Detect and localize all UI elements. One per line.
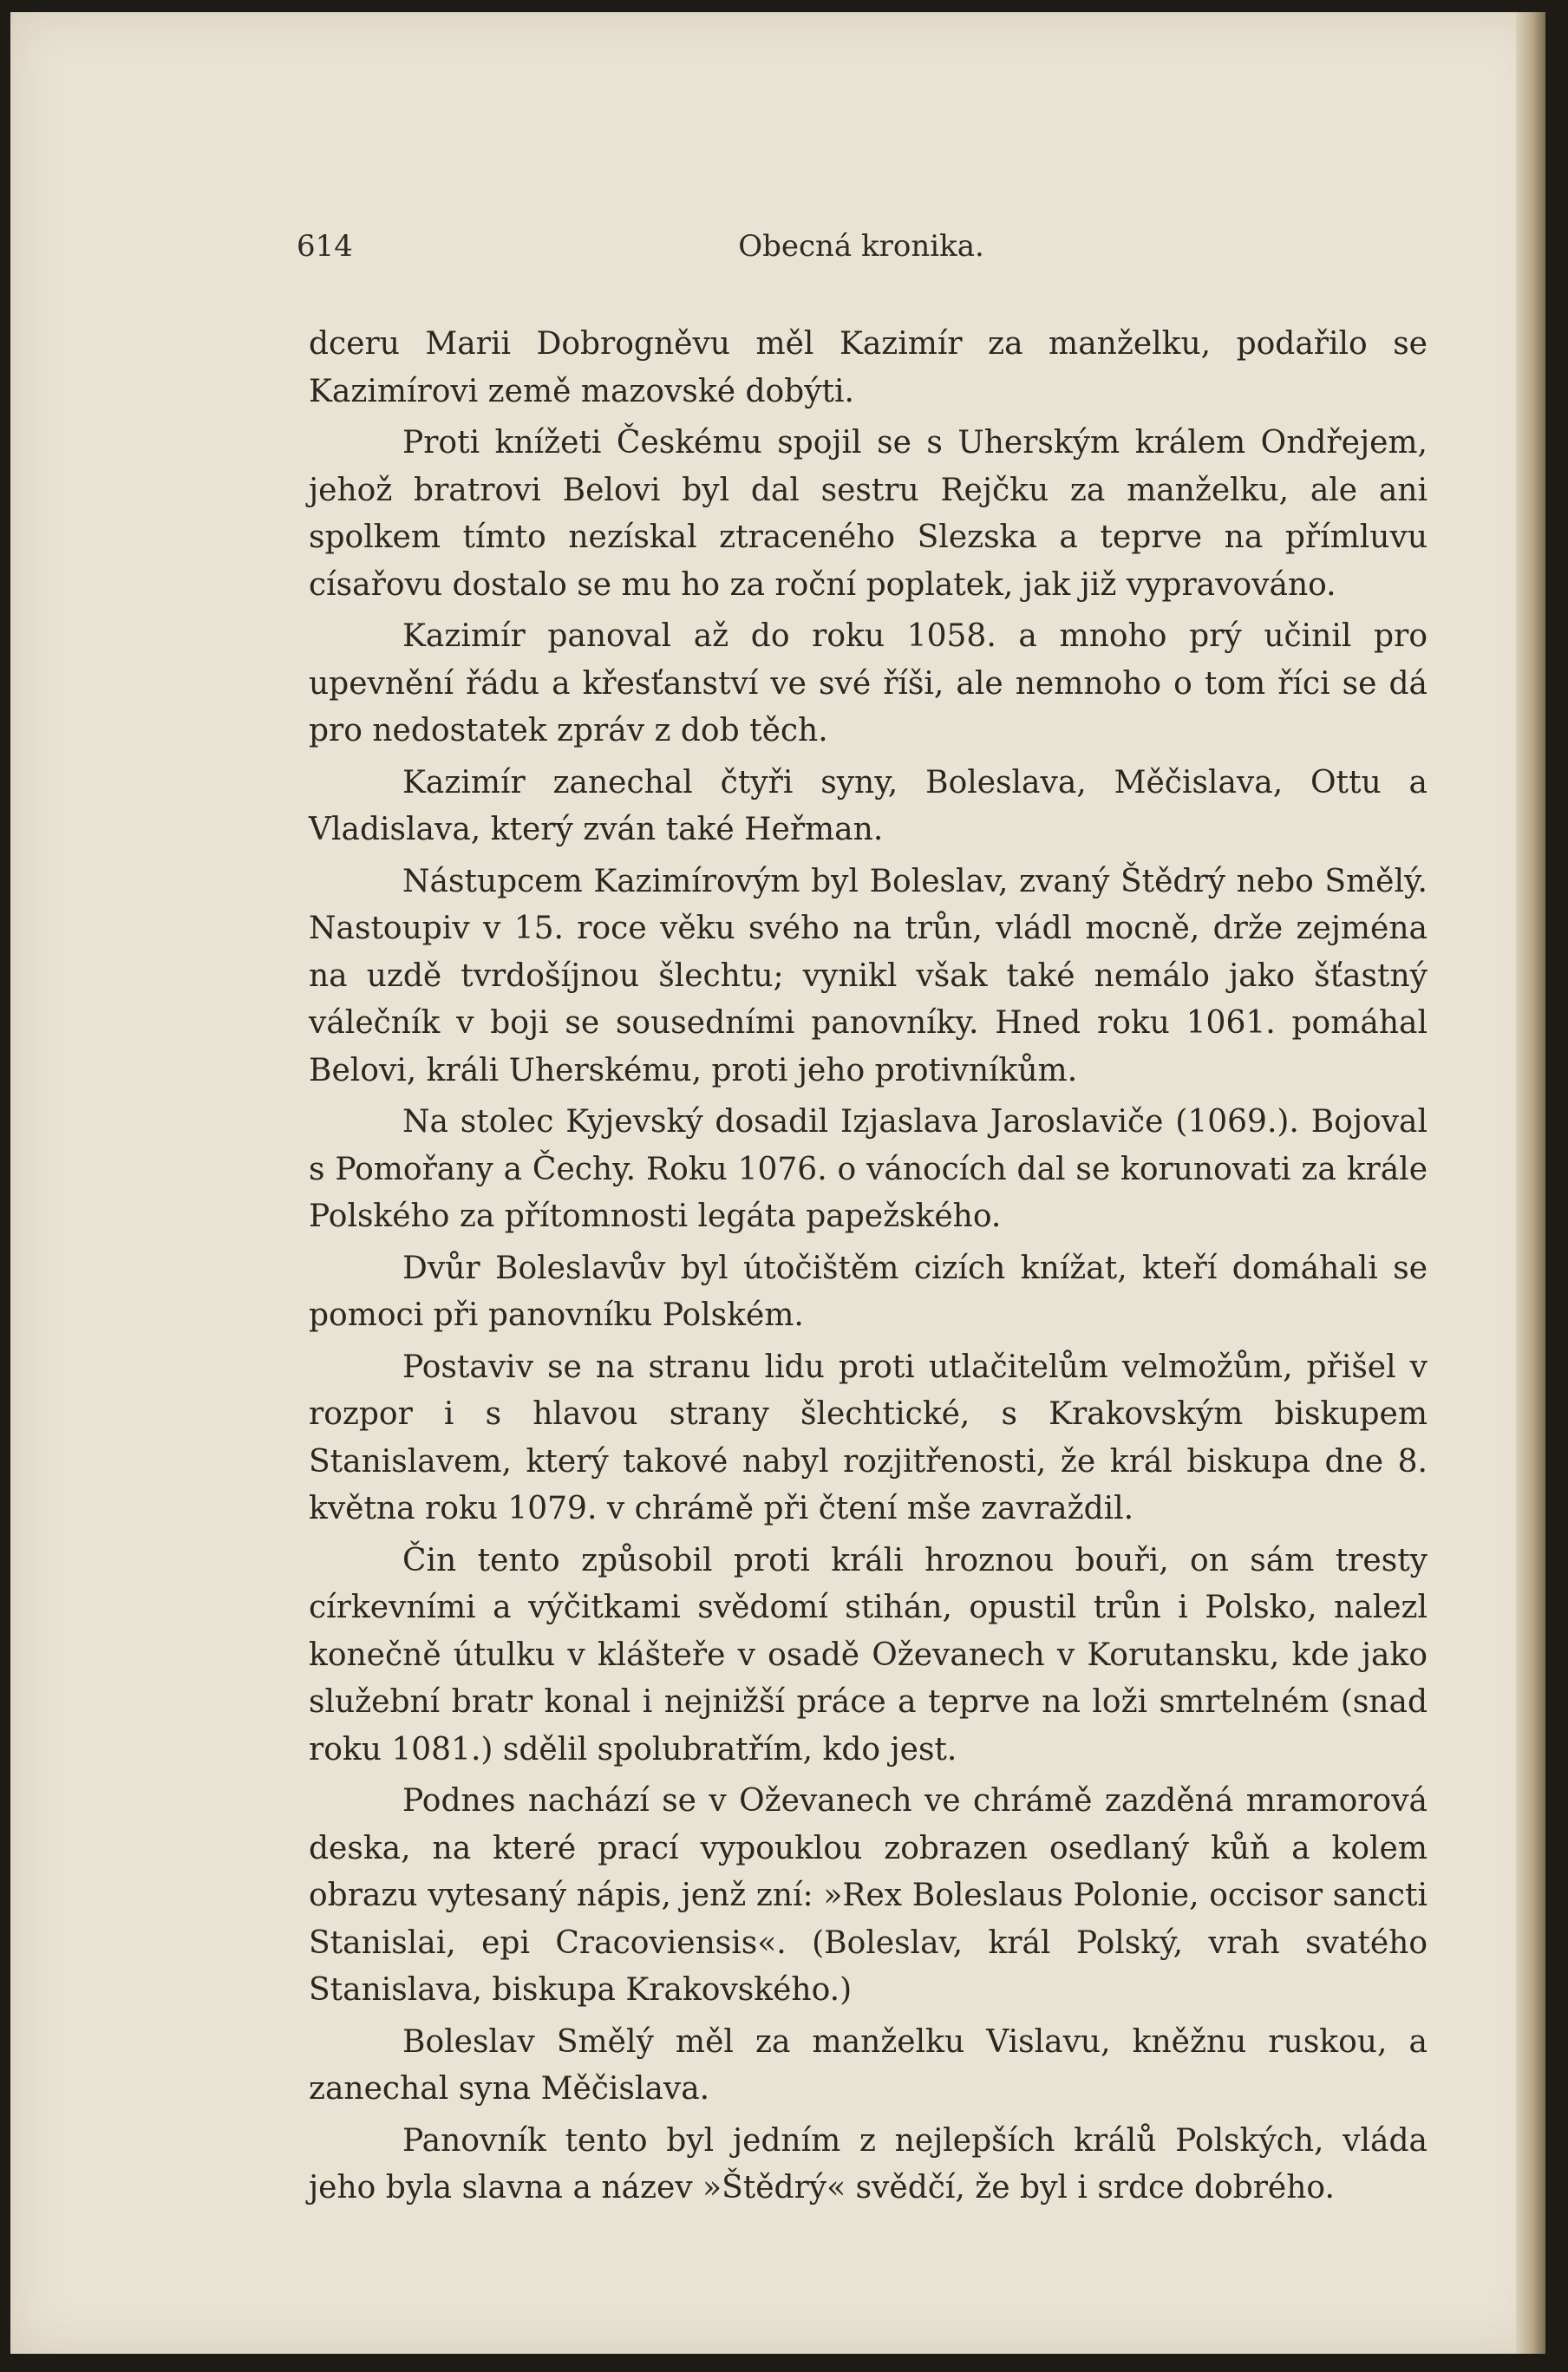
- page-number: 614: [297, 229, 353, 264]
- paragraph: Postaviv se na stranu lidu proti utlačitelům velmožům, přišel v rozpor i s hlavou strany šlechtické, s Krakovským biskupem Stanislavem, který takové nabyl rozjitřenosti, že král biskupa dne 8. května roku 1079. v chrámě při čtení mše zavraždil.: [309, 1349, 1428, 1526]
- paragraph: Proti knížeti Českému spojil se s Uherským králem Ondřejem, jehož bratrovi Belovi byl dal sestru Rejčku za manželku, ale ani spolkem tímto nezískal ztraceného Slezska a teprve na přímluvu císařovu dostalo se mu ho za roční poplatek, jak již vypravováno.: [309, 425, 1428, 603]
- page-header: [297, 229, 1426, 272]
- paragraph: Kazimír panoval až do roku 1058. a mnoho prý učinil pro upevnění řádu a křesťanství ve své říši, ale nemnoho o tom říci se dá pro nedostatek zpráv z dob těch.: [309, 618, 1428, 748]
- body-text: [309, 321, 1428, 2212]
- page-gutter-shadow: [1516, 12, 1545, 2354]
- paragraph: Panovník tento byl jedním z nejlepších králů Polských, vláda jeho byla slavna a název »Štědrý« svědčí, že byl i srdce dobrého.: [309, 2122, 1428, 2205]
- paragraph: Čin tento způsobil proti králi hroznou bouři, on sám tresty církevními a výčitkami svědomí stihán, opustil trůn i Polsko, nalezl konečně útulku v klášteře v osadě Oževanech v Korutansku, kde jako služební bratr konal i nejnižší práce a teprve na loži smrtelném (snad roku 1081.) sdělil spolubratřím, kdo jest.: [309, 1542, 1428, 1768]
- paragraph: Podnes nachází se v Oževanech ve chrámě zazděná mramorová deska, na které prací vypouklou zobrazen osedlaný kůň a kolem obrazu vytesaný nápis, jenž zní: »Rex Boleslaus Polonie, occisor sancti Stanislai, epi Cracoviensis«. (Boleslav, král Polský, vrah svatého Stanislava, biskupa Krakovského.): [309, 1783, 1428, 2008]
- paragraph: Na stolec Kyjevský dosadil Izjaslava Jaroslaviče (1069.). Bojoval s Pomořany a Čechy. Roku 1076. o vánocích dal se korunovati za krále Polského za přítomnosti legáta papežského.: [309, 1104, 1428, 1234]
- running-head: Obecná kronika.: [738, 229, 984, 264]
- paragraph: Dvůr Boleslavův byl útočištěm cizích knížat, kteří domáhali se pomoci při panovníku Polském.: [309, 1250, 1428, 1333]
- book-page: [10, 12, 1545, 2354]
- paragraph: dceru Marii Dobrogněvu měl Kazimír za manželku, podařilo se Kazimírovi země mazovské dobýti.: [309, 326, 1428, 409]
- paragraph: Nástupcem Kazimírovým byl Boleslav, zvaný Štědrý nebo Smělý. Nastoupiv v 15. roce věku svého na trůn, vládl mocně, drže zejména na uzdě tvrdošíjnou šlechtu; vynikl však také nemálo jako šťastný válečník v boji se sousedními panovníky. Hned roku 1061. pomáhal Belovi, králi Uherskému, proti jeho protivníkům.: [309, 863, 1428, 1088]
- paragraph: Kazimír zanechal čtyři syny, Boleslava, Měčislava, Ottu a Vladislava, který zván také Heřman.: [309, 764, 1428, 847]
- paragraph: Boleslav Smělý měl za manželku Vislavu, kněžnu ruskou, a zanechal syna Měčislava.: [309, 2023, 1428, 2107]
